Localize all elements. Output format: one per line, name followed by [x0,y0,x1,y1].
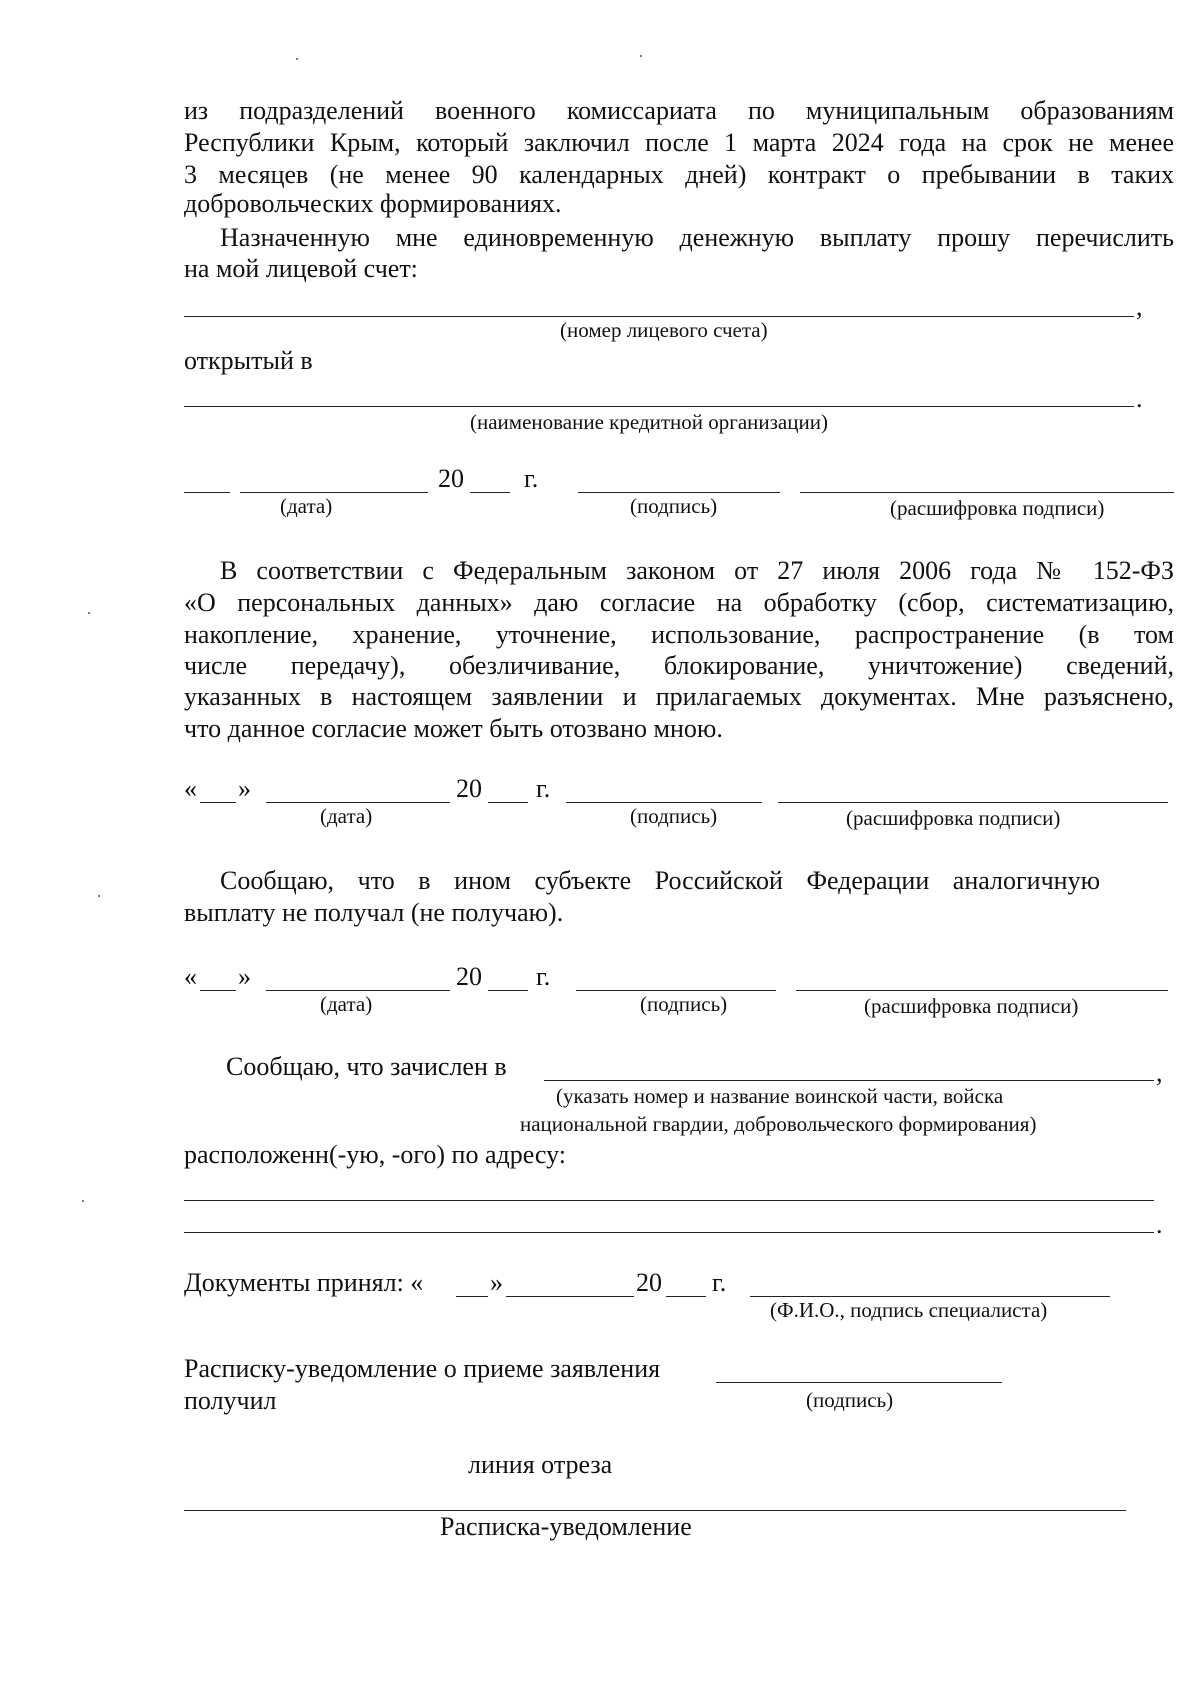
receipt-signature-caption: (подпись) [806,1388,894,1412]
date-month-field[interactable] [266,802,450,803]
scan-speck [88,612,90,614]
signature-decoding-caption: (расшифровка подписи) [890,496,1105,520]
bank-caption: (наименование кредитной организации) [470,410,828,434]
intro-line-1: из подразделений военного комиссариата по муниципальным образованиям [184,96,1174,125]
opened-in-label: открытый в [184,346,313,375]
scan-speck [98,895,100,897]
signature-field[interactable] [576,990,776,991]
consent-line-1: В соответствии с Федеральным законом от 27 июля 2006 года № 152-ФЗ [220,556,1174,585]
date-day-field[interactable] [200,802,236,803]
specialist-caption: (Ф.И.О., подпись специалиста) [770,1298,1048,1322]
year-prefix: 20 [456,774,482,803]
signature-caption: (подпись) [640,992,728,1016]
enlisted-label: Сообщаю, что зачислен в [226,1052,507,1081]
date-day-field[interactable] [184,492,230,493]
date-year-field[interactable] [488,990,528,991]
receipt-line-1: Расписку-уведомление о приеме заявления [184,1354,661,1383]
address-field-1[interactable] [184,1200,1154,1201]
payment-line-2: на мой лицевой счет: [184,254,418,283]
signature-decoding-caption: (расшифровка подписи) [864,994,1079,1018]
military-unit-caption-2: национальной гвардии, добровольческого формирования) [520,1112,1037,1136]
consent-line-3: накопление, хранение, уточнение, использование, распространение (в том [184,620,1174,649]
accepted-month-field[interactable] [506,1296,634,1297]
date-month-field[interactable] [266,990,450,991]
accepted-label: Документы принял: « [184,1268,424,1297]
signature-decoding-field[interactable] [778,802,1168,803]
quote-close: » [238,962,251,991]
payment-line-1: Назначенную мне единовременную денежную выплату прошу перечислить [220,223,1174,252]
year-prefix: 20 [456,962,482,991]
account-comma: , [1136,292,1143,321]
military-unit-field[interactable] [544,1080,1154,1081]
accepted-year-field[interactable] [666,1296,706,1297]
intro-line-4: добровольческих формированиях. [184,189,562,218]
date-caption: (дата) [280,494,333,518]
bank-dot: . [1136,384,1143,413]
receipt-signature-field[interactable] [716,1382,1002,1383]
scan-speck [296,58,298,60]
scan-speck [640,55,642,57]
quote-open: « [184,774,197,803]
date-year-field[interactable] [470,492,510,493]
accepted-year-suffix: г. [712,1268,727,1297]
date-caption: (дата) [320,804,373,828]
signature-field[interactable] [566,802,762,803]
specialist-field[interactable] [750,1296,1110,1297]
scan-speck [82,1200,84,1202]
other-region-line-1: Сообщаю, что в ином субъекте Российской Федерации аналогичную [220,866,1100,895]
intro-line-2: Республики Крым, который заключил после 1 марта 2024 года на срок не менее [184,128,1174,157]
year-suffix: г. [536,774,551,803]
signature-caption: (подпись) [630,494,718,518]
year-prefix: 20 [438,464,464,493]
signature-decoding-field[interactable] [796,990,1168,991]
consent-line-4: числе передачу), обезличивание, блокирование, уничтожение) сведений, [184,651,1174,680]
year-suffix: г. [536,962,551,991]
quote-open: « [184,962,197,991]
cut-line [184,1510,1126,1511]
accepted-year-prefix: 20 [636,1268,662,1297]
accepted-day-field[interactable] [456,1296,488,1297]
consent-line-6: что данное согласие может быть отозвано мною. [184,714,723,743]
date-year-field[interactable] [488,802,528,803]
address-label: расположенн(-ую, -ого) по адресу: [184,1140,566,1169]
other-region-line-2: выплату не получал (не получаю). [184,898,564,927]
signature-decoding-caption: (расшифровка подписи) [846,806,1061,830]
consent-line-2: «О персональных данных» даю согласие на обработку (сбор, систематизацию, [184,588,1174,617]
military-unit-caption-1: (указать номер и название воинской части, войска [556,1084,1004,1108]
date-caption: (дата) [320,992,373,1016]
enlisted-comma: , [1156,1058,1163,1087]
year-suffix: г. [524,464,539,493]
receipt-line-2: получил [184,1386,277,1415]
accepted-quote-close: » [490,1268,503,1297]
address-field-2[interactable] [184,1232,1154,1233]
quote-close: » [238,774,251,803]
signature-decoding-field[interactable] [800,492,1174,493]
intro-line-3: 3 месяцев (не менее 90 календарных дней) контракт о пребывании в таких [184,160,1174,189]
signature-field[interactable] [578,492,780,493]
date-month-field[interactable] [240,492,428,493]
address-dot: . [1156,1210,1163,1239]
bank-name-field[interactable] [184,406,1134,407]
account-caption: (номер лицевого счета) [560,318,768,342]
signature-caption: (подпись) [630,804,718,828]
notification-title: Расписка-уведомление [440,1512,692,1541]
cut-line-label: линия отреза [468,1450,613,1479]
account-number-field[interactable] [184,316,1134,317]
consent-line-5: указанных в настоящем заявлении и прилагаемых документах. Мне разъяснено, [184,682,1174,711]
date-day-field[interactable] [200,990,236,991]
